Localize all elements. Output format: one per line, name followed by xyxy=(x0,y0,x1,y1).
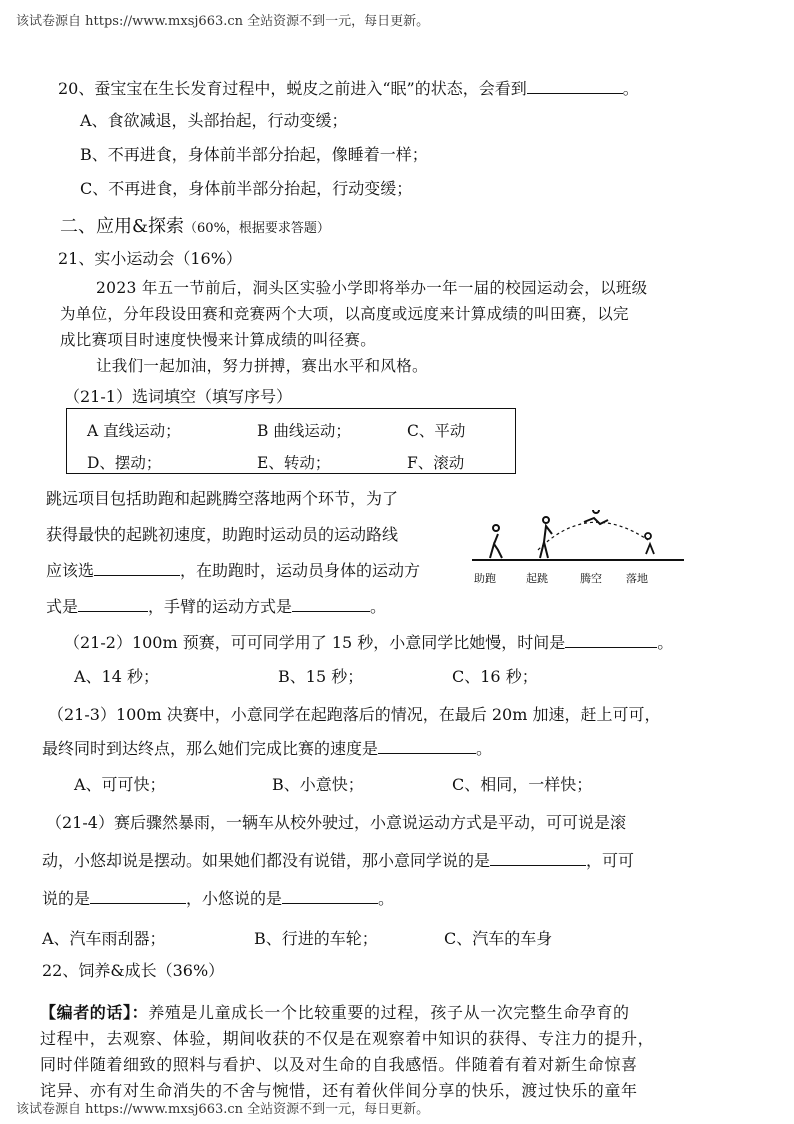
q21-3-line-1: （21-3）100m 决赛中，小意同学在起跑落后的情况，在最后 20m 加速，赶上可可， xyxy=(48,705,661,724)
figure-label-takeoff: 起跳 xyxy=(526,572,548,585)
q21-1-line-4-b: ，手臂的运动方式是 xyxy=(148,597,293,616)
q21-1-line-4-c: 。 xyxy=(370,597,387,616)
q20-answer-blank[interactable] xyxy=(527,79,623,94)
jumper-flight-icon xyxy=(584,510,608,524)
q21-2-blank[interactable] xyxy=(565,633,657,648)
q21-1-line-1: 跳远项目包括助跑和起跳腾空落地两个环节，为了 xyxy=(46,489,399,508)
q21-3-option-b: B、小意快； xyxy=(272,775,364,794)
q21-1-title: （21-1）选词填空（填写序号） xyxy=(64,387,292,406)
q21-1-line-3-b: ，在助跑时，运动员身体的运动方 xyxy=(180,561,421,580)
choice-c: C、平动 xyxy=(407,422,466,440)
page-footer-source: 该试卷源自 https://www.mxsj663.cn 全站资源不到一元，每日更新。 xyxy=(16,1102,430,1117)
q21-1-blank-body[interactable] xyxy=(78,597,148,612)
section-2-heading xyxy=(60,212,330,238)
q20-option-c: C、不再进食，身体前半部分抬起，行动变缓； xyxy=(80,179,413,198)
editor-label: 【编者的话】： xyxy=(40,1003,149,1022)
section-2-title: 二、应用&探索 xyxy=(60,216,185,237)
q21-4-option-c: C、汽车的车身 xyxy=(444,929,553,948)
q21-4-line-3 xyxy=(42,886,394,909)
q21-2-option-b: B、15 秒； xyxy=(278,667,364,686)
long-jump-figure xyxy=(468,510,688,590)
jumper-takeoff-icon xyxy=(540,517,552,558)
q21-2-end: 。 xyxy=(657,633,674,652)
q21-1-blank-route[interactable] xyxy=(94,561,180,576)
q22-editor-line-4: 诧异、亦有对生命消失的不舍与惋惜，还有着伙伴间分享的快乐，渡过快乐的童年 xyxy=(40,1081,638,1100)
q21-4-line-1: （21-4）赛后骤然暴雨，一辆车从校外驶过，小意说运动方式是平动，可可说是滚 xyxy=(46,813,626,832)
q21-1-line-2: 获得最快的起跳初速度，助跑时运动员的运动路线 xyxy=(46,525,399,544)
figure-label-flight: 腾空 xyxy=(580,572,602,585)
q21-4-text-2a: 动，小悠却说是摆动。如果她们都没有说错，那小意同学说的是 xyxy=(42,851,491,870)
q21-4-text-2b: ，可可 xyxy=(586,851,635,870)
q21-2-text: （21-2）100m 预赛，可可同学用了 15 秒，小意同学比她慢，时间是 xyxy=(64,633,566,652)
q20-stem-end: 。 xyxy=(622,79,639,98)
q21-2-stem xyxy=(64,630,673,653)
choice-f: F、滚动 xyxy=(407,454,465,472)
q21-4-end: 。 xyxy=(378,889,395,908)
page-header-source: 该试卷源自 https://www.mxsj663.cn 全站资源不到一元，每日更新。 xyxy=(16,14,430,29)
q20-option-b: B、不再进食，身体前半部分抬起，像睡着一样； xyxy=(80,145,428,164)
section-2-note: （60%，根据要求答题） xyxy=(184,221,330,236)
choice-e: E、转动； xyxy=(257,454,331,472)
q21-3-end: 。 xyxy=(476,739,493,758)
jumper-landing-icon xyxy=(645,533,654,554)
runner-icon xyxy=(490,525,502,558)
q21-intro-line-3: 成比赛项目时速度快慢来计算成绩的叫径赛。 xyxy=(60,331,377,349)
q22-editor-line-1 xyxy=(40,1000,630,1023)
q20-stem xyxy=(58,76,639,99)
figure-label-run-up: 助跑 xyxy=(474,572,496,585)
q21-1-line-3 xyxy=(46,558,420,581)
q21-3-text: 最终同时到达终点，那么她们完成比赛的速度是 xyxy=(42,739,379,758)
q21-1-line-3-a: 应该选 xyxy=(46,561,95,580)
editor-text-1: 养殖是儿童成长一个比较重要的过程，孩子从一次完整生命孕育的 xyxy=(148,1003,630,1022)
q22-editor-line-2: 过程中，去观察、体验，期间收获的不仅是在观察着中知识的获得、专注力的提升， xyxy=(40,1029,655,1048)
q21-4-blank-xiaoyi[interactable] xyxy=(490,851,586,866)
q21-3-blank[interactable] xyxy=(378,739,476,754)
q21-1-blank-arm[interactable] xyxy=(292,597,370,612)
q21-4-line-2 xyxy=(42,848,634,871)
figure-label-landing: 落地 xyxy=(626,572,648,585)
q21-4-blank-keke[interactable] xyxy=(90,889,186,904)
q22-editor-line-3: 同时伴随着细致的照料与看护、以及对生命的自我感悟。伴随着有着对新生命惊喜 xyxy=(40,1055,638,1074)
q21-3-option-a: A、可可快； xyxy=(74,775,166,794)
choice-d: D、摆动； xyxy=(87,454,162,472)
long-jump-illustration xyxy=(468,510,688,570)
q21-3-line-2 xyxy=(42,736,492,759)
q21-4-text-3a: 说的是 xyxy=(42,889,91,908)
q21-3-option-c: C、相同，一样快； xyxy=(452,775,593,794)
choice-b: B 曲线运动； xyxy=(257,422,351,440)
q21-1-line-4-a: 式是 xyxy=(46,597,79,616)
q20-option-a: A、食欲减退，头部抬起，行动变缓； xyxy=(80,111,348,130)
q20-stem-text: 20、蚕宝宝在生长发育过程中，蜕皮之前进入“眠”的状态，会看到 xyxy=(58,79,527,98)
q21-4-blank-xiaoyou[interactable] xyxy=(282,889,378,904)
q21-intro-line-1: 2023 年五一节前后，洞头区实验小学即将举办一年一届的校园运动会，以班级 xyxy=(96,279,648,297)
q21-title: 21、实小运动会（16%） xyxy=(58,249,242,268)
q21-4-option-b: B、行进的车轮； xyxy=(254,929,378,948)
q21-2-option-c: C、16 秒； xyxy=(452,667,538,686)
q21-intro-line-2: 为单位，分年段设田赛和竞赛两个大项，以高度或远度来计算成绩的叫田赛，以完 xyxy=(60,305,629,323)
q22-title: 22、饲养&成长（36%） xyxy=(42,961,225,980)
q21-4-text-3b: ，小悠说的是 xyxy=(186,889,283,908)
q21-intro-line-4: 让我们一起加油，努力拼搏，赛出水平和风格。 xyxy=(96,357,428,375)
q21-2-option-a: A、14 秒； xyxy=(74,667,160,686)
word-choice-box xyxy=(66,408,516,474)
q21-4-option-a: A、汽车雨刮器； xyxy=(42,929,166,948)
choice-a: A 直线运动； xyxy=(87,422,181,440)
q21-1-line-4 xyxy=(46,594,386,617)
